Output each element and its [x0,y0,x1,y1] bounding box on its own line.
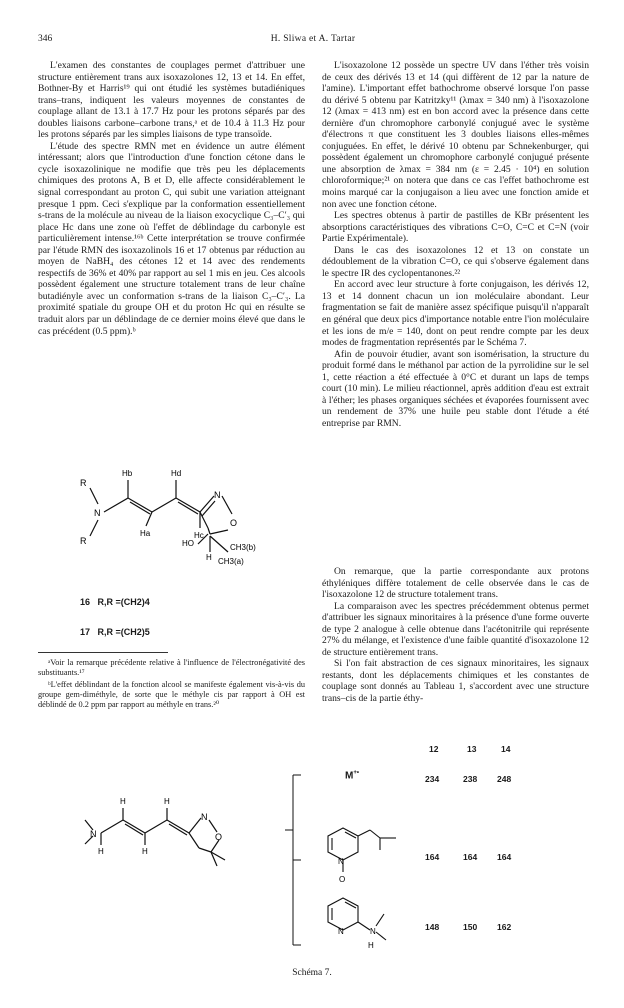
fragment-1-structure [318,820,408,890]
frag2-H: H [368,941,374,950]
scheme-value: 150 [463,922,478,932]
paragraph: Si l'on fait abstraction de ces signaux minoritaires, les signaux restants, dont les déplacements chimiques et les constantes de couplage sont donnés au Tableau 1, s'accordent avec une structure trans–cis de la partie éthy- [322,658,589,705]
M-charge: +• [353,770,359,776]
molecular-ion-label [345,770,359,781]
page-number: 346 [38,34,53,44]
atom-N-ring: N [214,490,221,500]
H-b: Hb [122,469,133,478]
H-c: Hc [194,531,204,540]
frag2-N: N [338,927,344,936]
footnote-rule [38,652,168,653]
atom-O-ring: O [230,518,238,528]
left-H: H [98,847,104,856]
isoxazolinol-structure [50,440,300,590]
left-column [38,60,305,337]
left-O: O [215,832,223,842]
compound-number: 16 [80,597,91,607]
left-H: H [142,847,148,856]
paragraph: La comparaison avec les spectres précédemment obtenus permet d'attribuer les signaux minoritaires à la présence d'une forme ouverte de type 2 analogue à celle obtenue dans l'acétonitrile qui représente 27% du mélange, et l'existence d'une faible quantité d'isoxazolone 12 de structure entièrement trans. [322,600,589,658]
scheme-value: 164 [425,852,440,862]
H-atom: H [206,553,212,562]
atom-N: N [94,508,101,518]
paragraph: L'étude des spectre RMN met en évidence un autre élément intéressant; alors que l'introduction d'une fonction cétone dans le cycle isoxazolinique ne modifie que très peu les déplacements chimiques des protons A, B et D, elle affecte considérablement le signal correspondant au proton C, qui subit une variation atteignant presque 1 ppm. Ceci s'explique par la conformation essentiellement s-trans de la molécule au niveau de la liaison exocyclique C₃–C′₃ qui place Hc dans une zone où l'effet de déblindage du carbonyle est particulièrement intense.¹⁶ᵇ Cette interprétation se trouve confirmée par l'étude RMN des isoxazolinols 16 et 17 obtenus par réduction au moyen de NaBH₄ des cétones 12 et 14 avec des rendements respectifs de 36% et 40% par rapport au sel 1 mis en jeu. Ces alcools possèdent également une structure totalement trans de leur chaîne butadiényle avec un conformation s-trans de la liaison C₃–C′₃. La proximité spatiale du groupe OH et du proton Hc qui en résulte se traduit alors par un déblindage de ce dernier moins élevé que dans le cas précédent (0.5 ppm).ᵇ [38,140,305,337]
scheme-value: 164 [497,852,512,862]
scheme-value: 248 [497,774,512,784]
paragraph: L'isoxazolone 12 possède un spectre UV dans l'éther très voisin de ceux des dérivés 13 et 14 (qui diffèrent de 12 par la nature de l'amine). L'important effet bathochrome observé lorsque l'on passe du dérivé 5 obtenu par Katritzky¹¹ (λmax = 340 nm) à l'isoxazolone 12 (λmax = 413 nm) est en bon accord avec la présence dans cette dernière d'un chromophore carbonylé conjugué avec le système d'électrons π que constituent les 3 doubles liaisons elles-mêmes conjuguées. En effet, le dérivé 10 obtenu par Schnekenburger, qui possèdent également un chromophore carbonylé conjugué présente une absorption de λmax = 384 nm (ε = 2.45 · 10⁴) en solution chloroformique;²¹ on notera que dans ce cas l'effet bathochrome est moins marqué car la conjugaison a lieu avec une fonction amide et non avec une fonction cétone. [322,60,589,210]
scheme-column-header: 13 [467,744,477,754]
compound-definition: R,R =(CH2)4 [97,597,150,607]
right-column [322,60,589,430]
scheme-column-header: 14 [501,744,511,754]
footnote: ᵃVoir la remarque précédente relative à l'influence de l'électronégativité des substituants.¹⁷ [38,658,305,677]
frag1-O: O [339,875,346,884]
scheme-value: 148 [425,922,440,932]
scheme-value: 162 [497,922,512,932]
scheme-column-header: 12 [429,744,439,754]
CH3-b: CH3(b) [230,543,256,552]
left-H: H [120,797,126,806]
left-N-ring: N [201,812,208,822]
CH3-a: CH3(a) [218,557,244,566]
footnote: ᵇL'effet déblindant de la fonction alcool se manifeste également vis-à-vis du groupe gem-diméthyle, de sorte que le méthyle cis par rapport à OH est déblindé de 0.2 ppm par rapport au méthyle en trans.²⁰ [38,680,305,709]
compound-17 [80,627,150,637]
scheme-7-left-structure [75,790,275,890]
running-head: H. Sliwa et A. Tartar [270,34,356,44]
scheme-caption: Schéma 7. [292,968,332,978]
fragment-2-structure [318,890,408,960]
page-header [38,34,588,48]
H-d: Hd [171,469,182,478]
compound-definition: R,R =(CH2)5 [97,627,150,637]
paragraph: Dans le cas des isoxazolones 12 et 13 on constate un dédoublement de la vibration C=O, ce qui s'observe également dans le spectre IR des cyclopentanones.²² [322,244,589,279]
paragraph: Afin de pouvoir étudier, avant son isomérisation, la structure du produit formé dans le méthanol par action de la pyrrolidine sur le sel 1, cette réaction a été effectuée à 0°C et durant un laps de temps court (10 min). Le milieu réactionnel, après addition d'eau est extrait à l'éther; les phases organiques séchées et évaporées fournissent avec un rendement de 37% une huile peu stable dont l'étude a été entreprise par RMN. [322,348,589,429]
paragraph: On remarque, que la partie correspondante aux protons éthyléniques diffère totalement de celle observée dans le cas de l'isoxazolone 12 de structure totalement trans. [322,566,589,601]
HO: HO [182,539,194,548]
frag2-N: N [370,927,376,936]
compound-16 [80,597,150,607]
scheme-value: 234 [425,774,440,784]
left-H: H [164,797,170,806]
left-N: N [90,829,97,839]
right-column-continued [322,566,589,705]
scheme-value: 238 [463,774,478,784]
scheme-7-bracket [283,770,303,950]
paragraph: En accord avec leur structure à forte conjugaison, les dérivés 12, 13 et 14 donnent chacun un ion moléculaire abondant. Leur fragmentation se fait de manière assez spécifique puisqu'il n'apparaît en général que deux pics d'importance notable entre l'ion moléculaire et les ions de m/e = 140, dont on peut rendre compte par les deux modes de fragmentation représentés par le Schéma 7. [322,279,589,349]
footnotes [38,658,305,712]
paragraph: Les spectres obtenus à partir de pastilles de KBr présentent les absorptions caractéristiques des vibrations C=O, C=C et C=N (voir Partie Expérimentale). [322,210,589,245]
compound-number: 17 [80,627,91,637]
paragraph: L'examen des constantes de couplages permet d'attribuer une structure entièrement trans aux isoxazolones 12, 13 et 14. En effet, Bothner-By et Harris¹⁹ qui ont étudié les systèmes butadiéniques trans–trans, indiquent les valeurs moyennes de constantes de couplage allant de 13.1 à 17.7 Hz pour les protons séparés par des doubles liaisons carbone–carbone trans,ᵃ et de 10.4 à 11.3 Hz pour les protons séparés par les simples liaisons de type transoïde. [38,60,305,141]
M-symbol: M [345,770,354,782]
H-a: Ha [140,529,151,538]
scheme-value: 164 [463,852,478,862]
atom-R1: R [80,478,87,488]
frag1-N: N [338,857,344,866]
atom-R2: R [80,536,87,546]
